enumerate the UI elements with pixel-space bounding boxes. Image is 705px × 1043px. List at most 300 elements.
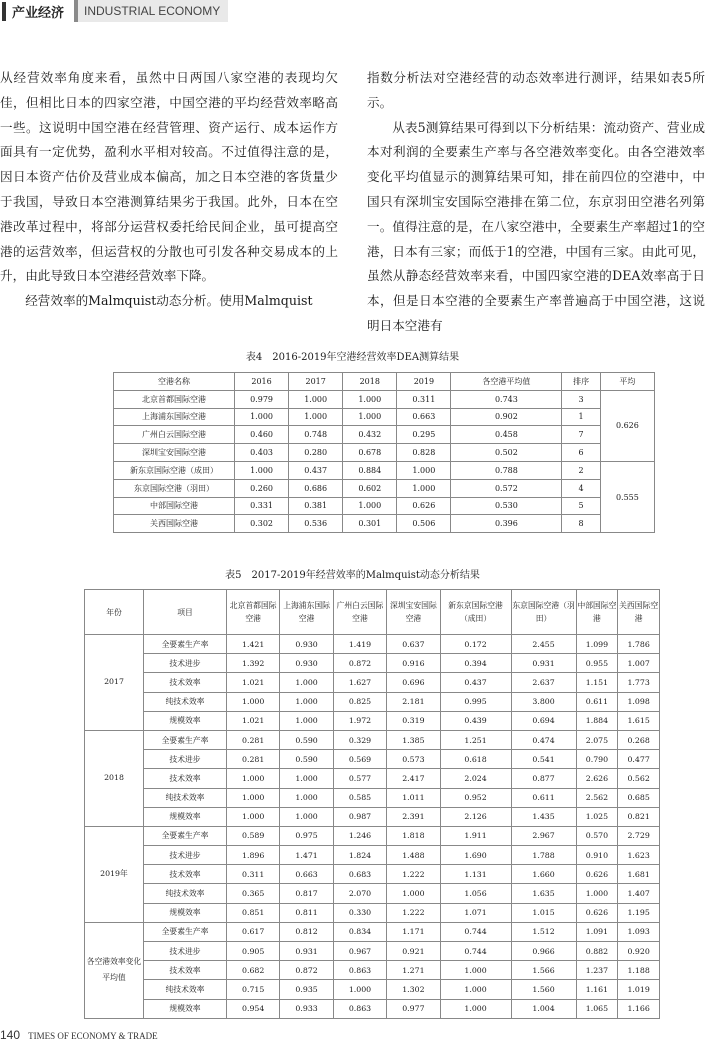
table-row [85,999,660,1018]
table-cell: 0.834 [333,922,386,941]
table-cell: 0.715 [227,980,280,999]
table-cell: 新东京国际空港（成田） [114,461,235,479]
table-cell: 深圳宝安国际空港 [114,444,235,462]
table-cell: 2.967 [511,826,576,845]
table-cell: 0.437 [289,461,343,479]
table-cell: 0.682 [227,961,280,980]
table-cell: 1.302 [387,980,440,999]
table-cell: 0.319 [387,711,440,730]
table-cell: 1.071 [440,903,511,922]
table-cell: 0.617 [227,922,280,941]
table-cell: 0.930 [280,654,333,673]
table-cell: 1.000 [280,673,333,692]
table-cell: 北京首都国际空港 [114,390,235,408]
table-cell: 1.681 [618,865,660,884]
table-cell: 2.626 [576,769,618,788]
table-cell: 0.884 [343,461,397,479]
table-cell: 1.237 [576,961,618,980]
table-cell: 0.685 [618,788,660,807]
table-header-cell: 项目 [144,590,227,635]
table-cell: 1.131 [440,865,511,884]
table-cell: 0.302 [235,515,289,533]
table-cell: 0.474 [511,730,576,749]
table-row [114,515,655,533]
table-cell: 0.541 [511,750,576,769]
table-cell: 1.015 [511,903,576,922]
table-cell: 0.744 [440,942,511,961]
table-cell: 0.851 [227,903,280,922]
table-header-cell: 2016 [235,373,289,391]
table-cell: 0.966 [511,942,576,961]
table-cell: 0.311 [227,865,280,884]
table-cell: 0.931 [280,942,333,961]
table-cell: 1.566 [511,961,576,980]
table-cell: 0.877 [511,769,576,788]
table-cell: 4 [562,479,600,497]
table-cell: 2.024 [440,769,511,788]
table-cell: 0.905 [227,942,280,961]
table-cell: 2.729 [618,826,660,845]
table-row [114,390,655,408]
table-header-cell: 新东京国际空港（成田） [440,590,511,635]
table-cell: 1.000 [576,884,618,903]
table-cell: 1.000 [280,788,333,807]
table-cell: 1.099 [576,635,618,654]
table-cell: 0.530 [451,497,562,515]
table-cell: 0.863 [333,999,386,1018]
table-cell: 0.863 [333,961,386,980]
table-cell: 中部国际空港 [114,497,235,515]
table-cell: 0.921 [387,942,440,961]
table-cell: 1.222 [387,903,440,922]
year-group-cell: 2018 [85,730,144,826]
table-cell: 7 [562,426,600,444]
table-row [114,444,655,462]
table-cell: 1.000 [343,390,397,408]
table-row [85,711,660,730]
table-cell: 1.690 [440,846,511,865]
table-cell: 0.743 [451,390,562,408]
table-cell: 0.365 [227,884,280,903]
table-cell: 0.828 [397,444,451,462]
table-cell: 1.000 [235,461,289,479]
table-cell: 2.075 [576,730,618,749]
table-cell: 1.000 [280,692,333,711]
table-row [114,426,655,444]
table-cell: 0.403 [235,444,289,462]
table-cell: 1.021 [227,711,280,730]
table-cell: 技术效率 [144,961,227,980]
table-cell: 0.301 [343,515,397,533]
paragraph: 指数分析法对空港经营的动态效率进行测评，结果如表5所示。 [367,70,705,110]
table-cell: 0.577 [333,769,386,788]
table-cell: 上海浦东国际空港 [114,408,235,426]
section-header [0,0,228,22]
table-cell: 0.686 [289,479,343,497]
table-cell: 0.995 [440,692,511,711]
table-row [114,408,655,426]
table-cell: 0.952 [440,788,511,807]
table4 [113,372,655,533]
table-cell: 1.246 [333,826,386,845]
right-column [367,66,705,339]
paragraph: 从表5测算结果可得到以下分析结果：流动资产、营业成本对利润的全要素生产率与各空港效率变化。由各空港效率变化平均值显示的测算结果可知，排在前四位的空港中，中国只有深圳宝安国际空港排在第二位，东京羽田空港名列第一。值得注意的是，在八家空港中，全要素生产率超过1的空港，日本有三家；而低于1的空港，中国有三家。由此可见，虽然从静态经营效率来看，中国四家空港的DEA效率高于日本，但是日本空港的全要素生产率普遍高于中国空港，这说明日本空港有 [367,119,705,333]
table-cell: 0.573 [387,750,440,769]
table-cell: 1.911 [440,826,511,845]
year-group-cell: 2017 [85,635,144,731]
table-cell: 0.570 [576,826,618,845]
table-cell: 0.694 [511,711,576,730]
table-row [85,807,660,826]
table-cell: 1.056 [440,884,511,903]
table-cell: 2 [562,461,600,479]
table-cell: 规模效率 [144,999,227,1018]
table-cell: 1.407 [618,884,660,903]
table-cell: 规模效率 [144,807,227,826]
table-cell: 1.151 [576,673,618,692]
table-cell: 0.817 [280,884,333,903]
table-cell: 1.166 [618,999,660,1018]
table-cell: 1.623 [618,846,660,865]
table-cell: 1.419 [333,635,386,654]
table-cell: 0.536 [289,515,343,533]
table5-caption: 表5 2017-2019年经营效率的Malmquist动态分析结果 [225,570,480,581]
table-cell: 1.091 [576,922,618,941]
table-cell: 0.260 [235,479,289,497]
table-cell: 0.437 [440,673,511,692]
section-subtitle: INDUSTRIAL ECONOMY [78,0,228,22]
table-cell: 纯技术效率 [144,788,227,807]
table-cell: 0.458 [451,426,562,444]
table-cell: 技术效率 [144,673,227,692]
table-cell: 0.678 [343,444,397,462]
table-cell: 技术效率 [144,865,227,884]
table-cell: 1.896 [227,846,280,865]
table-cell: 1.065 [576,999,618,1018]
table-cell: 0.788 [451,461,562,479]
table-row [85,730,660,749]
table-cell: 0.396 [451,515,562,533]
table-cell: 技术进步 [144,750,227,769]
table-cell: 0.626 [576,903,618,922]
table-cell: 0.611 [576,692,618,711]
table-cell: 1.824 [333,846,386,865]
table-cell: 0.979 [235,390,289,408]
table-cell: 2.070 [333,884,386,903]
table-cell: 1.660 [511,865,576,884]
table-cell: 1.019 [618,980,660,999]
table-cell: 1.161 [576,980,618,999]
table5 [84,589,660,1019]
table-row [114,461,655,479]
table-cell: 0.381 [289,497,343,515]
table-cell: 1.788 [511,846,576,865]
table-cell: 1.000 [235,408,289,426]
table4-caption: 表4 2016-2019年空港经营效率DEA测算结果 [245,352,460,363]
table-cell: 1.000 [280,711,333,730]
page-footer [0,1028,158,1042]
table-cell: 1.421 [227,635,280,654]
table-cell: 2.391 [387,807,440,826]
table-header-cell: 上海浦东国际空港 [280,590,333,635]
table-cell: 1.000 [333,980,386,999]
table-row [85,846,660,865]
table-header-cell: 广州白云国际空港 [333,590,386,635]
table-header-cell: 深圳宝安国际空港 [387,590,440,635]
table-cell: 1.000 [397,479,451,497]
table-cell: 0.439 [440,711,511,730]
table-cell: 2.181 [387,692,440,711]
table-cell: 0.172 [440,635,511,654]
table-row [114,497,655,515]
table-cell: 0.590 [280,730,333,749]
table-cell: 0.872 [333,654,386,673]
table-row [85,635,660,654]
table-cell: 1.884 [576,711,618,730]
table-cell: 1.000 [440,999,511,1018]
table-row [85,942,660,961]
table-cell: 1.222 [387,865,440,884]
table-cell: 0.602 [343,479,397,497]
table-cell: 1.004 [511,999,576,1018]
table-cell: 1.385 [387,730,440,749]
table-header-cell: 平均 [600,373,654,391]
table-cell: 1.000 [227,807,280,826]
table-header-cell: 中部国际空港 [576,590,618,635]
table-row [85,961,660,980]
table-cell: 1.171 [387,922,440,941]
table-cell: 0.460 [235,426,289,444]
table-cell: 技术进步 [144,654,227,673]
table-cell: 0.311 [397,390,451,408]
table-cell: 0.955 [576,654,618,673]
table-cell: 技术进步 [144,846,227,865]
table-header-cell: 各空港平均值 [451,373,562,391]
table-row [85,884,660,903]
table-cell: 8 [562,515,600,533]
table-row [85,826,660,845]
table-header-cell: 空港名称 [114,373,235,391]
year-group-cell: 各空港效率变化平均值 [85,922,144,1018]
table-cell: 0.821 [618,807,660,826]
table-cell: 0.589 [227,826,280,845]
table-header-cell: 东京国际空港（羽田） [511,590,576,635]
page-number: 140 [0,1028,21,1042]
table-header-row [114,373,655,391]
table-cell: 3.800 [511,692,576,711]
table-cell: 广州白云国际空港 [114,426,235,444]
year-group-cell: 2019年 [85,826,144,922]
table-cell: 5 [562,497,600,515]
table-cell: 1.818 [387,826,440,845]
table-cell: 0.977 [387,999,440,1018]
table-header-cell: 年份 [85,590,144,635]
table-row [85,654,660,673]
table-cell: 2.126 [440,807,511,826]
table-cell: 0.585 [333,788,386,807]
table-cell: 0.744 [440,922,511,941]
table-cell: 1.011 [387,788,440,807]
table-cell: 0.502 [451,444,562,462]
table-cell: 0.590 [280,750,333,769]
table-header-cell: 排序 [562,373,600,391]
table-cell: 0.987 [333,807,386,826]
table-cell: 0.811 [280,903,333,922]
table-row [85,980,660,999]
table-cell: 1.435 [511,807,576,826]
table-cell: 0.902 [451,408,562,426]
table-cell: 0.394 [440,654,511,673]
table-cell: 全要素生产率 [144,922,227,941]
table-cell: 0.637 [387,635,440,654]
table-cell: 1.195 [618,903,660,922]
table-cell: 0.626 [576,865,618,884]
table-row [85,922,660,941]
table-cell: 纯技术效率 [144,692,227,711]
table-cell: 规模效率 [144,903,227,922]
table-cell: 0.432 [343,426,397,444]
table-cell: 1.000 [387,884,440,903]
left-column [0,66,338,314]
table-cell: 0.569 [333,750,386,769]
table-row [85,865,660,884]
table-cell: 1.000 [440,980,511,999]
table-cell: 1.007 [618,654,660,673]
table-row [85,903,660,922]
table-cell: 1.488 [387,846,440,865]
table-row [85,692,660,711]
table-cell: 1.635 [511,884,576,903]
table-cell: 0.748 [289,426,343,444]
table-cell: 1.000 [343,408,397,426]
table-cell: 1.000 [397,461,451,479]
table-cell: 技术效率 [144,769,227,788]
table-cell: 1.972 [333,711,386,730]
table-cell: 0.663 [280,865,333,884]
table-cell: 1.098 [618,692,660,711]
table-cell: 1.000 [440,961,511,980]
table-cell: 1.786 [618,635,660,654]
table-cell: 0.295 [397,426,451,444]
table-cell: 0.618 [440,750,511,769]
table-header-cell: 2019 [397,373,451,391]
table-cell: 1.093 [618,922,660,941]
table-cell: 0.916 [387,654,440,673]
table-cell: 0.967 [333,942,386,961]
table-cell: 1.271 [387,961,440,980]
table-cell: 技术进步 [144,942,227,961]
table-cell: 2.562 [576,788,618,807]
table-cell: 1.392 [227,654,280,673]
table-cell: 纯技术效率 [144,980,227,999]
table-cell: 1.512 [511,922,576,941]
table-header-cell: 北京首都国际空港 [227,590,280,635]
table-cell: 1.627 [333,673,386,692]
table-cell: 1.560 [511,980,576,999]
table-header-cell: 2018 [343,373,397,391]
section-title: 产业经济 [2,2,70,21]
table-cell: 0.611 [511,788,576,807]
table-cell: 0.920 [618,942,660,961]
table-cell: 1.251 [440,730,511,749]
table-cell: 1.000 [227,788,280,807]
table-cell: 0.910 [576,846,618,865]
journal-name: TIMES OF ECONOMY & TRADE [28,1031,158,1041]
table-cell: 1.000 [343,497,397,515]
table-cell: 0.933 [280,999,333,1018]
table-cell: 1.000 [227,769,280,788]
table-cell: 1.000 [289,408,343,426]
paragraph: 经营效率的Malmquist动态分析。使用Malmquist [25,293,313,309]
table-row [85,788,660,807]
table-row [85,750,660,769]
table-row [85,673,660,692]
table-cell: 0.477 [618,750,660,769]
paragraph: 从经营效率角度来看，虽然中日两国八家空港的表现均欠佳，但相比日本的四家空港，中国空港的平均经营效率略高一些。这说明中国空港在经营管理、资产运行、成本运作方面具有一定优势，盈利水平相对较高。不过值得注意的是，因日本资产估价及营业成本偏高，加之日本空港的客货量少于我国，导致日本空港测算结果劣于我国。此外，日本在空港改革过程中，将部分运营权委托给民间企业，虽可提高空港的运营效率，但运营权的分散也可引发各种交易成本的上升，由此导致日本空港经营效率下降。 [0,70,338,284]
table-cell: 0.696 [387,673,440,692]
table-cell: 1.021 [227,673,280,692]
table-cell: 0.882 [576,942,618,961]
table-cell: 0.825 [333,692,386,711]
table-cell: 1.773 [618,673,660,692]
table-cell: 0.330 [333,903,386,922]
table-cell: 0.281 [227,750,280,769]
table-cell: 0.954 [227,999,280,1018]
table-cell: 规模效率 [144,711,227,730]
table-row [114,479,655,497]
table-cell: 3 [562,390,600,408]
table-cell: 1.188 [618,961,660,980]
table-header-cell: 2017 [289,373,343,391]
table-cell: 1.000 [280,807,333,826]
table-cell: 0.626 [397,497,451,515]
table-cell: 1.000 [227,692,280,711]
table-cell: 关西国际空港 [114,515,235,533]
table-cell: 0.975 [280,826,333,845]
table-cell: 0.790 [576,750,618,769]
table-cell: 0.812 [280,922,333,941]
table-header-cell: 关西国际空港 [618,590,660,635]
table-cell: 0.872 [280,961,333,980]
table-cell: 0.930 [280,635,333,654]
table-cell: 0.562 [618,769,660,788]
table-cell: 1 [562,408,600,426]
table-header-row [85,590,660,635]
table-cell: 0.931 [511,654,576,673]
group-average-cell: 0.555 [600,461,654,532]
table-cell: 0.268 [618,730,660,749]
table-cell: 0.506 [397,515,451,533]
table-cell: 全要素生产率 [144,730,227,749]
table-cell: 1.000 [280,769,333,788]
table-cell: 纯技术效率 [144,884,227,903]
table-cell: 0.663 [397,408,451,426]
table-cell: 0.935 [280,980,333,999]
table-cell: 2.637 [511,673,576,692]
table-cell: 2.417 [387,769,440,788]
table-cell: 1.471 [280,846,333,865]
table-cell: 0.281 [227,730,280,749]
table-cell: 2.455 [511,635,576,654]
table-cell: 0.572 [451,479,562,497]
table-cell: 全要素生产率 [144,635,227,654]
table-cell: 1.025 [576,807,618,826]
table-row [85,769,660,788]
table-cell: 东京国际空港（羽田） [114,479,235,497]
table-cell: 全要素生产率 [144,826,227,845]
group-average-cell: 0.626 [600,390,654,461]
table-cell: 0.331 [235,497,289,515]
